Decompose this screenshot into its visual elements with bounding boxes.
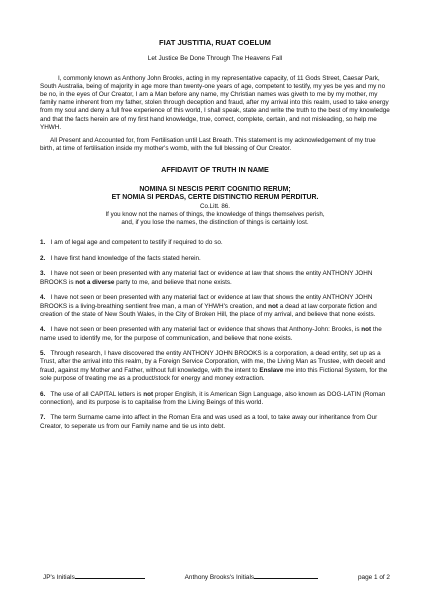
affidavit-item-4b (40, 326, 390, 342)
maxim-line-2: ET NOMIA SI PERDAS, CERTE DISTINCTIO RERUM PERDITUR. (111, 194, 319, 202)
item-text: I have not seen or been presented with any material fact or evidence at law that shows the entity ANTHONY JOHN BROOKS is (40, 270, 373, 286)
intro-paragraph-2: All Present and Accounted for, from Fertilisation until Last Breath. This statement is my acknowledgement of my true birth, at time of fertilisation inside my mother's womb, with the full blessing of Our Creator. (40, 136, 376, 152)
affidavit-item-6 (40, 391, 390, 407)
item-number: 3. (40, 270, 46, 278)
item-text: I have first hand knowledge of the facts stated herein. (50, 254, 201, 262)
affidavit-item-2 (40, 255, 390, 263)
affidavit-item-3 (40, 270, 390, 286)
item-text: I am of legal age and competent to testify if required to do so. (50, 239, 223, 247)
item-number: 6. (40, 390, 46, 398)
item-number: 7. (40, 414, 46, 422)
item-number: 2. (40, 254, 46, 262)
item-text: I have not seen or been presented with any material fact or evidence at law that shows the entity ANTHONY JOHN BROOKS is a living-breathing sentient free man, a man of YHWH's creation, and (40, 294, 373, 310)
item-text: a dead at law corporate fiction and creation of the state of New South Wales, in the City of Broken Hill, the place of my arrival, and believe that none exists. (40, 302, 377, 318)
translation-line-1: If you know not the names of things, the knowledge of things themselves perish, (105, 210, 325, 218)
item-text: The use of all CAPITAL letters is (50, 390, 144, 398)
affidavit-item-7 (40, 414, 390, 430)
page-footer (43, 574, 390, 581)
item-emphasis: not (268, 302, 279, 310)
affidavit-item-5 (40, 350, 390, 383)
maxim-line-1: NOMINA SI NESCIS PERIT COGNITIO RERUM; (139, 185, 291, 193)
anthony-initials-label: Anthony Brooks's Initials (184, 574, 255, 581)
affidavit-title: AFFIDAVIT OF TRUTH IN NAME (161, 164, 269, 174)
translation-line-2: and, if you lose the names, the distinction of things is certainly lost. (121, 218, 309, 226)
document-title: FIAT JUSTITIA, RUAT COELUM (159, 38, 271, 47)
item-text: I have not seen or been presented with any material fact or evidence that shows that Anthony-John: Brooks, is (50, 326, 362, 334)
item-text: party to me, and believe that none exists. (114, 278, 232, 286)
item-text: Through research, I have discovered the entity ANTHONY JOHN BROOKS is a corporation, a dead entity, set up as a Trust, after the arrival into this realm, by a Foreign Service Corporation, with me, the Living Man as Trustee, with deceit and fraud, against my Mother and Father, without full knowledge, with the intent to (40, 350, 386, 374)
anthony-initials-field (185, 574, 318, 581)
item-emphasis: not (143, 390, 154, 398)
item-number: 4. (40, 326, 46, 334)
item-text: proper English, it is American Sign Language, also known as DOG-LATIN (Roman connection), and its purpose is to capitalise from the Living Beings of this world. (40, 390, 386, 406)
jp-initials-label: JP's Initials (43, 574, 75, 581)
item-text: the name used to identify me, for the purpose of communication, and believe that none exists. (40, 326, 382, 342)
anthony-initials-line (254, 578, 318, 579)
jp-initials-field (43, 574, 145, 581)
jp-initials-line (75, 578, 145, 579)
item-number: 1. (40, 239, 46, 247)
affidavit-item-4a (40, 294, 390, 319)
item-number: 5. (40, 350, 46, 358)
intro-paragraph-1: I, commonly known as Anthony John Brooks, acting in my representative capacity, of 11 Gods Street, Caesar Park, South Australia, being of majority in age more than twenty-one years of age, competent to testify, my yes be yes and my no be no, in the eyes of Our Creator, I am a Man before any name, my Christian names was giveth to me by my mother, my family name inherent from my father, stolen through deception and fraud, after my arrival into this realm, used to take energy from my soul and deny a full free experience of this world, I shall speak, state and write the truth to the best of my knowledge and that the facts herein are of my first hand knowledge, true, correct, complete, certain, and not misleading, so help me YHWH. (40, 75, 390, 131)
affidavit-item-1 (40, 239, 390, 247)
item-text: me into this Fictional System, for the sole purpose of treating me as a product/stock for energy and money extraction. (40, 366, 388, 382)
item-emphasis: Enslave (259, 366, 284, 374)
item-emphasis: not a diverse (75, 278, 115, 286)
item-number: 4. (40, 294, 46, 302)
item-text: The term Surname came into affect in the Roman Era and was used as a tool, to take away our inheritance from Our Creator, to seperate us from our Family name and tie us into debt. (40, 414, 378, 430)
maxim-citation: Co.Litt. 86. (200, 202, 230, 210)
document-subtitle: Let Justice Be Done Through The Heavens Fall (147, 55, 283, 62)
item-emphasis: not (361, 326, 372, 334)
page-number: page 1 of 2 (358, 574, 390, 581)
